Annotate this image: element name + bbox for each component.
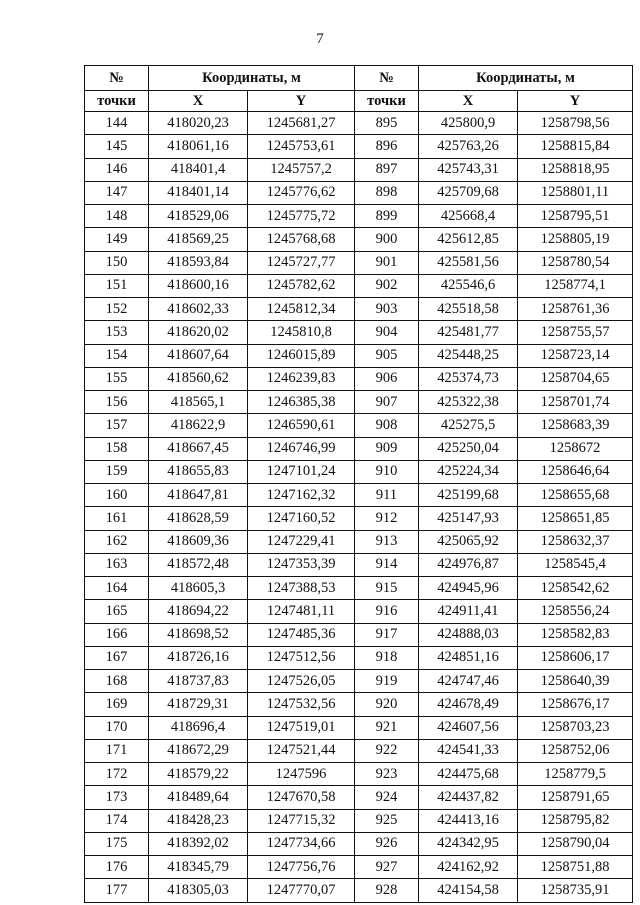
- x-value-right: 425709,68: [419, 181, 518, 204]
- x-value-left: 418729,31: [149, 693, 248, 716]
- x-value-right: 425147,93: [419, 507, 518, 530]
- point-number-right: 913: [355, 530, 419, 553]
- point-number-right: 898: [355, 181, 419, 204]
- point-number-right: 906: [355, 367, 419, 390]
- table-row: [85, 112, 633, 135]
- table-row: [85, 530, 633, 553]
- point-number-left: 145: [85, 135, 149, 158]
- table-row: [85, 623, 633, 646]
- point-number-left: 175: [85, 832, 149, 855]
- x-value-left: 418061,16: [149, 135, 248, 158]
- table-row: [85, 135, 633, 158]
- y-value-right: 1258779,5: [518, 763, 633, 786]
- x-value-left: 418622,9: [149, 414, 248, 437]
- table-row: [85, 158, 633, 181]
- point-number-right: 922: [355, 739, 419, 762]
- y-value-left: 1247770,07: [248, 879, 355, 902]
- point-number-right: 899: [355, 205, 419, 228]
- y-value-right: 1258755,57: [518, 321, 633, 344]
- x-value-right: 424851,16: [419, 646, 518, 669]
- x-value-left: 418672,29: [149, 739, 248, 762]
- table-row: [85, 879, 633, 902]
- x-value-right: 425322,38: [419, 391, 518, 414]
- y-value-left: 1245681,27: [248, 112, 355, 135]
- table-row: [85, 414, 633, 437]
- x-value-left: 418401,4: [149, 158, 248, 181]
- x-value-left: 418572,48: [149, 553, 248, 576]
- point-number-left: 177: [85, 879, 149, 902]
- point-number-header-right: №: [355, 66, 419, 91]
- y-value-right: 1258542,62: [518, 577, 633, 600]
- point-number-left: 153: [85, 321, 149, 344]
- y-value-right: 1258723,14: [518, 344, 633, 367]
- y-value-right: 1258751,88: [518, 856, 633, 879]
- point-number-left: 167: [85, 646, 149, 669]
- point-number-right: 910: [355, 460, 419, 483]
- point-number-left: 144: [85, 112, 149, 135]
- y-value-right: 1258818,95: [518, 158, 633, 181]
- x-value-left: 418600,16: [149, 274, 248, 297]
- x-value-left: 418593,84: [149, 251, 248, 274]
- y-value-left: 1245810,8: [248, 321, 355, 344]
- table-row: [85, 391, 633, 414]
- y-value-left: 1246239,83: [248, 367, 355, 390]
- table-row: [85, 484, 633, 507]
- y-value-left: 1245782,62: [248, 274, 355, 297]
- point-number-right: 900: [355, 228, 419, 251]
- page-number: 7: [316, 31, 324, 47]
- x-value-left: 418489,64: [149, 786, 248, 809]
- y-value-right: 1258556,24: [518, 600, 633, 623]
- x-value-right: 424342,95: [419, 832, 518, 855]
- table-row: [85, 832, 633, 855]
- point-number-left: 159: [85, 460, 149, 483]
- header-row-bottom: [85, 91, 633, 112]
- table-row: [85, 251, 633, 274]
- y-value-right: 1258790,04: [518, 832, 633, 855]
- table-row: [85, 693, 633, 716]
- y-value-right: 1258703,23: [518, 716, 633, 739]
- point-number-left: 150: [85, 251, 149, 274]
- table-row: [85, 577, 633, 600]
- y-value-left: 1247481,11: [248, 600, 355, 623]
- x-value-left: 418655,83: [149, 460, 248, 483]
- x-value-left: 418605,3: [149, 577, 248, 600]
- table-row: [85, 344, 633, 367]
- x-value-left: 418345,79: [149, 856, 248, 879]
- point-number-left: 146: [85, 158, 149, 181]
- table-row: [85, 437, 633, 460]
- y-value-right: 1258798,56: [518, 112, 633, 135]
- y-value-left: 1247388,53: [248, 577, 355, 600]
- x-value-left: 418628,59: [149, 507, 248, 530]
- table-row: [85, 786, 633, 809]
- point-number-left: 171: [85, 739, 149, 762]
- point-number-right: 915: [355, 577, 419, 600]
- x-value-left: 418565,1: [149, 391, 248, 414]
- x-value-right: 425743,31: [419, 158, 518, 181]
- x-value-right: 424747,46: [419, 670, 518, 693]
- x-value-right: 425224,34: [419, 460, 518, 483]
- point-number-right: 908: [355, 414, 419, 437]
- point-number-right: 917: [355, 623, 419, 646]
- y-value-right: 1258780,54: [518, 251, 633, 274]
- x-value-left: 418602,33: [149, 298, 248, 321]
- y-value-left: 1246385,38: [248, 391, 355, 414]
- x-value-left: 418609,36: [149, 530, 248, 553]
- x-value-right: 424976,87: [419, 553, 518, 576]
- table-row: [85, 367, 633, 390]
- y-value-right: 1258701,74: [518, 391, 633, 414]
- x-value-right: 425275,5: [419, 414, 518, 437]
- y-value-left: 1247229,41: [248, 530, 355, 553]
- table-row: [85, 739, 633, 762]
- x-value-right: 425612,85: [419, 228, 518, 251]
- point-number-left: 165: [85, 600, 149, 623]
- point-number-right: 924: [355, 786, 419, 809]
- points-header-left: точки: [85, 91, 149, 112]
- x-value-left: 418698,52: [149, 623, 248, 646]
- x-value-right: 424541,33: [419, 739, 518, 762]
- x-value-left: 418726,16: [149, 646, 248, 669]
- y-value-right: 1258801,11: [518, 181, 633, 204]
- x-value-left: 418694,22: [149, 600, 248, 623]
- point-number-right: 923: [355, 763, 419, 786]
- point-number-left: 173: [85, 786, 149, 809]
- point-number-right: 902: [355, 274, 419, 297]
- y-value-left: 1246590,61: [248, 414, 355, 437]
- point-number-right: 920: [355, 693, 419, 716]
- y-value-left: 1245776,62: [248, 181, 355, 204]
- y-value-right: 1258646,64: [518, 460, 633, 483]
- y-value-left: 1245753,61: [248, 135, 355, 158]
- point-number-left: 172: [85, 763, 149, 786]
- x-value-right: 425546,6: [419, 274, 518, 297]
- table-row: [85, 274, 633, 297]
- x-value-left: 418737,83: [149, 670, 248, 693]
- x-value-right: 425448,25: [419, 344, 518, 367]
- x-value-left: 418579,22: [149, 763, 248, 786]
- x-value-right: 424154,58: [419, 879, 518, 902]
- y-value-left: 1247160,52: [248, 507, 355, 530]
- point-number-left: 148: [85, 205, 149, 228]
- point-number-right: 925: [355, 809, 419, 832]
- y-value-right: 1258545,4: [518, 553, 633, 576]
- x-value-right: 424678,49: [419, 693, 518, 716]
- x-value-right: 425581,56: [419, 251, 518, 274]
- y-value-right: 1258672: [518, 437, 633, 460]
- point-number-left: 176: [85, 856, 149, 879]
- x-value-right: 425199,68: [419, 484, 518, 507]
- table-row: [85, 507, 633, 530]
- y-value-left: 1247532,56: [248, 693, 355, 716]
- y-value-left: 1247353,39: [248, 553, 355, 576]
- x-value-right: 425763,26: [419, 135, 518, 158]
- y-value-right: 1258582,83: [518, 623, 633, 646]
- x-value-left: 418392,02: [149, 832, 248, 855]
- x-value-right: 424911,41: [419, 600, 518, 623]
- x-value-left: 418569,25: [149, 228, 248, 251]
- point-number-left: 157: [85, 414, 149, 437]
- point-number-left: 162: [85, 530, 149, 553]
- point-number-right: 904: [355, 321, 419, 344]
- point-number-left: 156: [85, 391, 149, 414]
- y-value-left: 1247162,32: [248, 484, 355, 507]
- y-value-right: 1258752,06: [518, 739, 633, 762]
- point-number-right: 911: [355, 484, 419, 507]
- x-value-right: 424475,68: [419, 763, 518, 786]
- point-number-right: 909: [355, 437, 419, 460]
- table-row: [85, 809, 633, 832]
- y-value-right: 1258676,17: [518, 693, 633, 716]
- x-header-left: X: [149, 91, 248, 112]
- y-value-left: 1247521,44: [248, 739, 355, 762]
- x-value-left: 418620,02: [149, 321, 248, 344]
- point-number-left: 151: [85, 274, 149, 297]
- point-number-right: 912: [355, 507, 419, 530]
- point-number-left: 174: [85, 809, 149, 832]
- table-row: [85, 670, 633, 693]
- y-value-right: 1258761,36: [518, 298, 633, 321]
- point-number-left: 149: [85, 228, 149, 251]
- point-number-left: 166: [85, 623, 149, 646]
- y-header-right: Y: [518, 91, 633, 112]
- y-value-left: 1247596: [248, 763, 355, 786]
- y-value-right: 1258606,17: [518, 646, 633, 669]
- point-number-left: 161: [85, 507, 149, 530]
- point-number-left: 169: [85, 693, 149, 716]
- header-row-top: [85, 66, 633, 91]
- point-number-left: 163: [85, 553, 149, 576]
- points-header-right: точки: [355, 91, 419, 112]
- y-value-right: 1258640,39: [518, 670, 633, 693]
- y-value-left: 1247519,01: [248, 716, 355, 739]
- table-row: [85, 205, 633, 228]
- point-number-right: 901: [355, 251, 419, 274]
- y-value-left: 1246746,99: [248, 437, 355, 460]
- point-number-right: 926: [355, 832, 419, 855]
- y-value-right: 1258795,82: [518, 809, 633, 832]
- x-value-left: 418020,23: [149, 112, 248, 135]
- point-number-right: 918: [355, 646, 419, 669]
- table-row: [85, 181, 633, 204]
- x-value-left: 418607,64: [149, 344, 248, 367]
- y-value-right: 1258805,19: [518, 228, 633, 251]
- table-row: [85, 553, 633, 576]
- point-number-right: 897: [355, 158, 419, 181]
- y-value-left: 1245775,72: [248, 205, 355, 228]
- table-body: [85, 112, 633, 903]
- y-value-right: 1258704,65: [518, 367, 633, 390]
- point-number-right: 928: [355, 879, 419, 902]
- table-row: [85, 646, 633, 669]
- y-value-right: 1258815,84: [518, 135, 633, 158]
- table-row: [85, 600, 633, 623]
- y-value-left: 1247526,05: [248, 670, 355, 693]
- point-number-right: 919: [355, 670, 419, 693]
- point-number-right: 916: [355, 600, 419, 623]
- point-number-right: 905: [355, 344, 419, 367]
- point-number-right: 914: [355, 553, 419, 576]
- point-number-left: 170: [85, 716, 149, 739]
- point-number-left: 158: [85, 437, 149, 460]
- x-value-left: 418696,4: [149, 716, 248, 739]
- point-number-right: 903: [355, 298, 419, 321]
- x-value-right: 424413,16: [419, 809, 518, 832]
- y-value-left: 1247734,66: [248, 832, 355, 855]
- y-value-left: 1247715,32: [248, 809, 355, 832]
- y-value-left: 1247670,58: [248, 786, 355, 809]
- table-row: [85, 228, 633, 251]
- point-number-right: 921: [355, 716, 419, 739]
- y-value-left: 1245757,2: [248, 158, 355, 181]
- y-value-right: 1258632,37: [518, 530, 633, 553]
- y-value-left: 1246015,89: [248, 344, 355, 367]
- point-number-left: 154: [85, 344, 149, 367]
- x-value-right: 424607,56: [419, 716, 518, 739]
- x-value-right: 425668,4: [419, 205, 518, 228]
- y-value-left: 1247485,36: [248, 623, 355, 646]
- point-number-left: 147: [85, 181, 149, 204]
- y-value-left: 1247756,76: [248, 856, 355, 879]
- x-value-right: 425065,92: [419, 530, 518, 553]
- point-number-left: 155: [85, 367, 149, 390]
- x-value-right: 424437,82: [419, 786, 518, 809]
- x-value-right: 424162,92: [419, 856, 518, 879]
- table-row: [85, 716, 633, 739]
- x-value-right: 425374,73: [419, 367, 518, 390]
- table-row: [85, 298, 633, 321]
- point-number-left: 160: [85, 484, 149, 507]
- x-value-right: 425250,04: [419, 437, 518, 460]
- coordinates-header-left: Координаты, м: [149, 66, 355, 91]
- y-value-left: 1247512,56: [248, 646, 355, 669]
- point-number-left: 168: [85, 670, 149, 693]
- y-value-right: 1258795,51: [518, 205, 633, 228]
- y-value-left: 1245768,68: [248, 228, 355, 251]
- coordinates-table: [84, 65, 633, 903]
- y-value-right: 1258651,85: [518, 507, 633, 530]
- table-row: [85, 856, 633, 879]
- y-value-left: 1247101,24: [248, 460, 355, 483]
- point-number-right: 927: [355, 856, 419, 879]
- x-value-left: 418560,62: [149, 367, 248, 390]
- y-value-right: 1258735,91: [518, 879, 633, 902]
- table-row: [85, 321, 633, 344]
- y-value-right: 1258683,39: [518, 414, 633, 437]
- x-value-right: 425800,9: [419, 112, 518, 135]
- y-value-left: 1245727,77: [248, 251, 355, 274]
- point-number-left: 164: [85, 577, 149, 600]
- point-number-header-left: №: [85, 66, 149, 91]
- table-row: [85, 460, 633, 483]
- point-number-right: 896: [355, 135, 419, 158]
- y-value-right: 1258774,1: [518, 274, 633, 297]
- x-value-left: 418305,03: [149, 879, 248, 902]
- x-value-left: 418667,45: [149, 437, 248, 460]
- x-value-left: 418647,81: [149, 484, 248, 507]
- point-number-right: 895: [355, 112, 419, 135]
- x-value-right: 425481,77: [419, 321, 518, 344]
- coordinates-header-right: Координаты, м: [419, 66, 633, 91]
- y-header-left: Y: [248, 91, 355, 112]
- y-value-right: 1258655,68: [518, 484, 633, 507]
- point-number-right: 907: [355, 391, 419, 414]
- x-value-left: 418401,14: [149, 181, 248, 204]
- x-value-left: 418428,23: [149, 809, 248, 832]
- x-value-right: 424945,96: [419, 577, 518, 600]
- table-row: [85, 763, 633, 786]
- x-value-right: 424888,03: [419, 623, 518, 646]
- x-value-left: 418529,06: [149, 205, 248, 228]
- point-number-left: 152: [85, 298, 149, 321]
- y-value-right: 1258791,65: [518, 786, 633, 809]
- x-value-right: 425518,58: [419, 298, 518, 321]
- y-value-left: 1245812,34: [248, 298, 355, 321]
- x-header-right: X: [419, 91, 518, 112]
